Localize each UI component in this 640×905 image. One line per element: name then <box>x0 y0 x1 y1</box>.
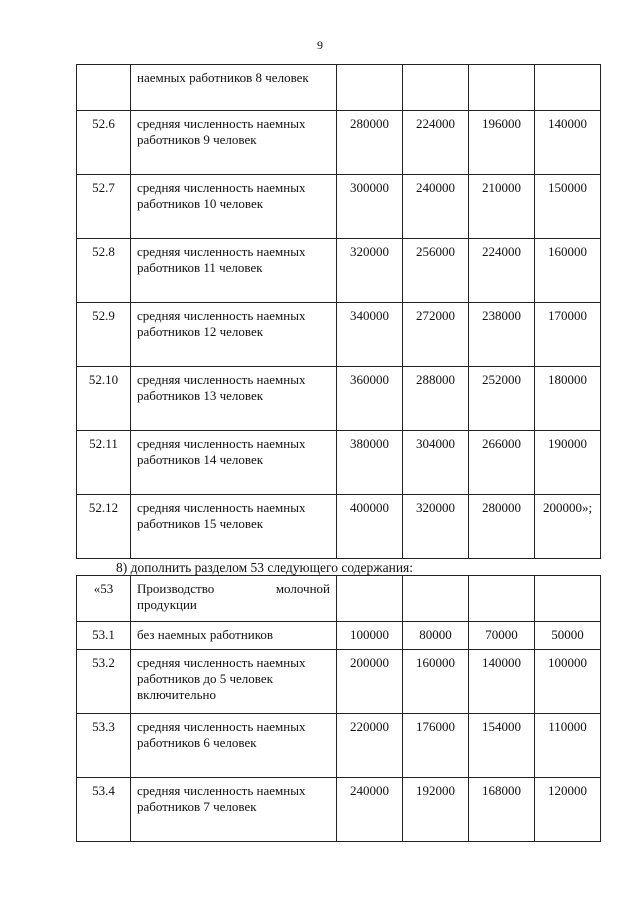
value-cell <box>337 65 403 111</box>
section-number: «53 <box>77 576 131 622</box>
row-description: средняя численность наемных работников 13 человек <box>131 367 337 431</box>
value-cell <box>535 576 601 622</box>
row-description: средняя численность наемных работников 14 человек <box>131 431 337 495</box>
table-row <box>77 778 601 842</box>
value-cell: 196000 <box>469 111 535 175</box>
row-description: средняя численность наемных работников 6 человек <box>131 714 337 778</box>
table-row <box>77 650 601 714</box>
table-row <box>77 495 601 559</box>
value-cell: 380000 <box>337 431 403 495</box>
row-number: 53.4 <box>77 778 131 842</box>
row-number: 52.12 <box>77 495 131 559</box>
value-cell: 100000 <box>337 622 403 650</box>
value-cell: 160000 <box>535 239 601 303</box>
section-header-row <box>77 576 601 622</box>
row-number: 52.9 <box>77 303 131 367</box>
value-cell: 140000 <box>535 111 601 175</box>
row-description: наемных работников 8 человек <box>131 65 337 111</box>
value-cell: 280000 <box>469 495 535 559</box>
table-row <box>77 175 601 239</box>
row-number: 52.7 <box>77 175 131 239</box>
value-cell: 238000 <box>469 303 535 367</box>
page-number: 9 <box>317 38 323 52</box>
value-cell: 210000 <box>469 175 535 239</box>
value-cell <box>469 65 535 111</box>
value-cell: 266000 <box>469 431 535 495</box>
value-cell: 360000 <box>337 367 403 431</box>
row-number: 52.10 <box>77 367 131 431</box>
value-cell: 288000 <box>403 367 469 431</box>
table-row <box>77 431 601 495</box>
value-cell: 224000 <box>469 239 535 303</box>
row-description: средняя численность наемных работников до 5 человек включительно <box>131 650 337 714</box>
section-title <box>131 576 337 622</box>
value-cell: 50000 <box>535 622 601 650</box>
value-cell: 320000 <box>337 239 403 303</box>
section-title-word: молочной <box>275 581 330 596</box>
section-title-rest: продукции <box>137 597 197 612</box>
row-number: 53.1 <box>77 622 131 650</box>
row-description: средняя численность наемных работников 7 человек <box>131 778 337 842</box>
value-cell: 400000 <box>337 495 403 559</box>
value-cell: 192000 <box>403 778 469 842</box>
value-cell: 100000 <box>535 650 601 714</box>
value-cell: 256000 <box>403 239 469 303</box>
value-cell <box>337 576 403 622</box>
table-row <box>77 111 601 175</box>
row-number: 52.11 <box>77 431 131 495</box>
value-cell: 220000 <box>337 714 403 778</box>
row-number: 52.6 <box>77 111 131 175</box>
value-cell: 120000 <box>535 778 601 842</box>
row-description: средняя численность наемных работников 9 человек <box>131 111 337 175</box>
value-cell: 154000 <box>469 714 535 778</box>
amendment-text: 8) дополнить разделом 53 следующего содержания: <box>116 560 414 575</box>
value-cell: 300000 <box>337 175 403 239</box>
section-title-word: Производство <box>137 581 215 596</box>
table-row <box>77 622 601 650</box>
value-cell: 168000 <box>469 778 535 842</box>
value-cell: 200000»; <box>535 495 601 559</box>
value-cell: 160000 <box>403 650 469 714</box>
table-row <box>77 239 601 303</box>
value-cell: 252000 <box>469 367 535 431</box>
value-cell: 280000 <box>337 111 403 175</box>
value-cell: 110000 <box>535 714 601 778</box>
value-cell: 170000 <box>535 303 601 367</box>
row-number <box>77 65 131 111</box>
table-row <box>77 714 601 778</box>
value-cell: 70000 <box>469 622 535 650</box>
tax-rate-table-section-52 <box>76 64 601 559</box>
table-row <box>77 303 601 367</box>
value-cell: 80000 <box>403 622 469 650</box>
row-number: 52.8 <box>77 239 131 303</box>
value-cell: 240000 <box>337 778 403 842</box>
value-cell: 224000 <box>403 111 469 175</box>
row-number: 53.2 <box>77 650 131 714</box>
table-row <box>77 65 601 111</box>
value-cell: 320000 <box>403 495 469 559</box>
row-description: средняя численность наемных работников 11 человек <box>131 239 337 303</box>
tax-rate-table-section-53 <box>76 575 601 842</box>
value-cell <box>403 576 469 622</box>
value-cell: 140000 <box>469 650 535 714</box>
value-cell: 304000 <box>403 431 469 495</box>
value-cell <box>535 65 601 111</box>
table-row <box>77 367 601 431</box>
row-number: 53.3 <box>77 714 131 778</box>
value-cell: 340000 <box>337 303 403 367</box>
value-cell: 200000 <box>337 650 403 714</box>
row-description: средняя численность наемных работников 10 человек <box>131 175 337 239</box>
row-description: средняя численность наемных работников 12 человек <box>131 303 337 367</box>
row-description: без наемных работников <box>131 622 337 650</box>
value-cell: 150000 <box>535 175 601 239</box>
value-cell <box>403 65 469 111</box>
value-cell: 180000 <box>535 367 601 431</box>
value-cell: 176000 <box>403 714 469 778</box>
value-cell <box>469 576 535 622</box>
value-cell: 240000 <box>403 175 469 239</box>
value-cell: 272000 <box>403 303 469 367</box>
value-cell: 190000 <box>535 431 601 495</box>
row-description: средняя численность наемных работников 15 человек <box>131 495 337 559</box>
